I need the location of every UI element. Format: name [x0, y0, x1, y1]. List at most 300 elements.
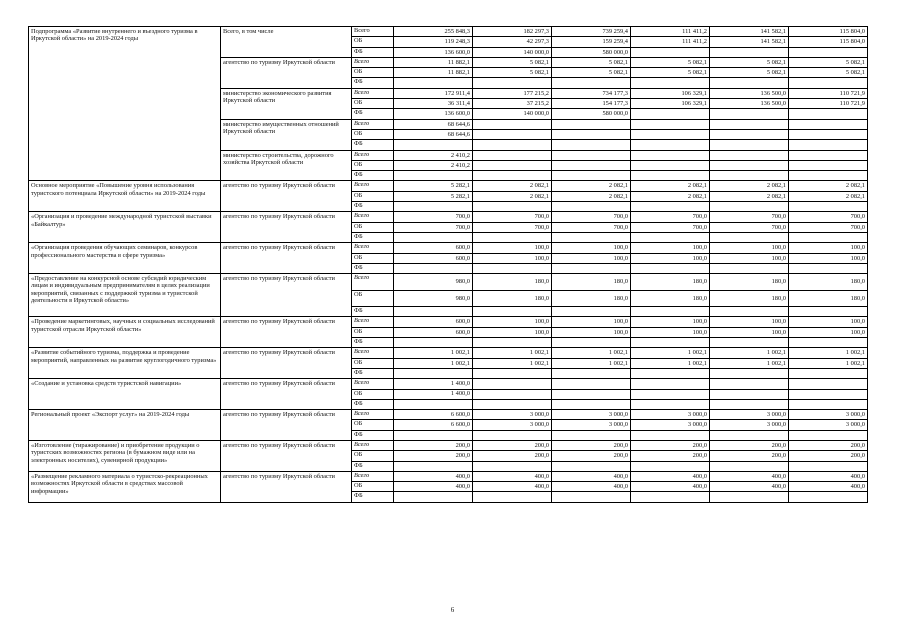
amount-cell — [789, 109, 868, 119]
table-row — [29, 348, 868, 358]
amount-cell: 1 002,1 — [631, 348, 710, 358]
responsible-executor: агентство по туризму Иркутской области — [221, 410, 352, 441]
amount-cell: 100,0 — [631, 317, 710, 327]
amount-cell: 111 411,2 — [631, 27, 710, 37]
amount-cell: 700,0 — [710, 222, 789, 232]
amount-cell: 119 248,3 — [394, 37, 473, 47]
funding-source: Всего — [352, 27, 394, 37]
amount-cell — [394, 232, 473, 242]
funding-source: ФБ — [352, 232, 394, 242]
program-name: Подпрограмма «Развитие внутреннего и въездного туризма в Иркутской области» на 2019-2024 годы — [29, 27, 221, 181]
program-name: Основное мероприятие «Повышение уровня использования туристского потенциала Иркутской области» на 2019-2024 годы — [29, 181, 221, 212]
amount-cell — [710, 232, 789, 242]
program-name: «Развитие событийного туризма, поддержка и проведение мероприятий, направленных на развитие круглогодичного туризма» — [29, 348, 221, 379]
amount-cell: 177 215,2 — [473, 88, 552, 98]
amount-cell — [631, 160, 710, 170]
responsible-executor: агентство по туризму Иркутской области — [221, 471, 352, 502]
amount-cell: 200,0 — [394, 440, 473, 450]
amount-cell: 5 082,1 — [631, 57, 710, 67]
amount-cell: 2 082,1 — [710, 181, 789, 191]
amount-cell: 100,0 — [789, 253, 868, 263]
funding-source: ОБ — [352, 290, 394, 307]
funding-source: ФБ — [352, 307, 394, 317]
amount-cell: 100,0 — [473, 317, 552, 327]
amount-cell: 100,0 — [473, 327, 552, 337]
amount-cell — [552, 232, 631, 242]
amount-cell: 5 082,1 — [789, 68, 868, 78]
responsible-executor: агентство по туризму Иркутской области — [221, 317, 352, 348]
amount-cell — [552, 129, 631, 139]
amount-cell: 100,0 — [789, 317, 868, 327]
amount-cell — [789, 119, 868, 129]
amount-cell: 100,0 — [552, 317, 631, 327]
amount-cell — [631, 171, 710, 181]
amount-cell: 700,0 — [710, 212, 789, 222]
amount-cell — [789, 171, 868, 181]
responsible-executor: агентство по туризму Иркутской области — [221, 379, 352, 410]
table-row — [29, 410, 868, 420]
program-name: «Размещение рекламного материала о туристско-рекреационных возможностях Иркутской области в средствах массовой информации» — [29, 471, 221, 502]
amount-cell — [552, 492, 631, 502]
amount-cell: 5 082,1 — [552, 57, 631, 67]
amount-cell: 180,0 — [552, 290, 631, 307]
amount-cell: 700,0 — [631, 212, 710, 222]
responsible-executor: агентство по туризму Иркутской области — [221, 212, 352, 243]
amount-cell — [710, 399, 789, 409]
amount-cell — [710, 129, 789, 139]
funding-source: ОБ — [352, 358, 394, 368]
funding-source: ОБ — [352, 420, 394, 430]
amount-cell — [631, 492, 710, 502]
amount-cell: 11 882,1 — [394, 68, 473, 78]
amount-cell — [394, 263, 473, 273]
amount-cell: 1 002,1 — [710, 348, 789, 358]
amount-cell — [473, 389, 552, 399]
amount-cell: 68 644,6 — [394, 129, 473, 139]
funding-source: Всего — [352, 317, 394, 327]
funding-source: ФБ — [352, 140, 394, 150]
amount-cell — [394, 78, 473, 88]
amount-cell: 180,0 — [789, 274, 868, 291]
amount-cell — [473, 119, 552, 129]
amount-cell: 115 804,0 — [789, 27, 868, 37]
responsible-executor: министерство имущественных отношений Иркутской области — [221, 119, 352, 150]
table-row — [29, 317, 868, 327]
amount-cell: 100,0 — [710, 253, 789, 263]
amount-cell — [631, 389, 710, 399]
amount-cell: 5 082,1 — [552, 68, 631, 78]
table-row — [29, 471, 868, 481]
amount-cell: 1 002,1 — [552, 358, 631, 368]
amount-cell: 110 721,9 — [789, 99, 868, 109]
responsible-executor: Всего, в том числе — [221, 27, 352, 58]
amount-cell: 140 000,0 — [473, 47, 552, 57]
amount-cell: 200,0 — [552, 451, 631, 461]
amount-cell: 180,0 — [473, 290, 552, 307]
amount-cell — [552, 202, 631, 212]
amount-cell — [789, 368, 868, 378]
funding-source: Всего — [352, 181, 394, 191]
amount-cell — [789, 399, 868, 409]
table-row — [29, 27, 868, 37]
amount-cell: 400,0 — [710, 482, 789, 492]
amount-cell — [789, 430, 868, 440]
amount-cell: 36 311,4 — [394, 99, 473, 109]
amount-cell — [473, 202, 552, 212]
funding-source: ФБ — [352, 399, 394, 409]
amount-cell: 2 410,2 — [394, 150, 473, 160]
responsible-executor: министерство экономического развития Иркутской области — [221, 88, 352, 119]
amount-cell — [394, 140, 473, 150]
funding-source: ОБ — [352, 99, 394, 109]
amount-cell — [631, 119, 710, 129]
amount-cell: 5 282,1 — [394, 191, 473, 201]
amount-cell: 3 000,0 — [789, 410, 868, 420]
amount-cell — [552, 171, 631, 181]
amount-cell — [631, 307, 710, 317]
program-name: «Проведение маркетинговых, научных и социальных исследований туристской отрасли Иркутской области» — [29, 317, 221, 348]
amount-cell — [710, 47, 789, 57]
amount-cell: 700,0 — [789, 212, 868, 222]
amount-cell — [789, 129, 868, 139]
amount-cell — [394, 430, 473, 440]
amount-cell: 200,0 — [552, 440, 631, 450]
funding-source: Всего — [352, 274, 394, 291]
amount-cell — [552, 430, 631, 440]
amount-cell: 1 002,1 — [473, 348, 552, 358]
amount-cell — [789, 150, 868, 160]
responsible-executor: агентство по туризму Иркутской области — [221, 274, 352, 317]
amount-cell — [473, 140, 552, 150]
amount-cell — [631, 368, 710, 378]
amount-cell — [789, 307, 868, 317]
amount-cell — [789, 379, 868, 389]
amount-cell: 400,0 — [552, 482, 631, 492]
amount-cell: 3 000,0 — [473, 420, 552, 430]
amount-cell — [631, 379, 710, 389]
amount-cell — [710, 368, 789, 378]
amount-cell: 980,0 — [394, 290, 473, 307]
amount-cell: 37 215,2 — [473, 99, 552, 109]
amount-cell — [394, 202, 473, 212]
amount-cell: 700,0 — [552, 222, 631, 232]
responsible-executor: агентство по туризму Иркутской области — [221, 181, 352, 212]
amount-cell — [789, 263, 868, 273]
funding-source: Всего — [352, 379, 394, 389]
amount-cell — [789, 461, 868, 471]
amount-cell: 100,0 — [473, 253, 552, 263]
amount-cell — [473, 232, 552, 242]
amount-cell — [394, 307, 473, 317]
amount-cell — [631, 263, 710, 273]
program-name: «Организация и проведение международной туристской выставки «Байкалтур» — [29, 212, 221, 243]
amount-cell: 68 644,6 — [394, 119, 473, 129]
table-row — [29, 274, 868, 291]
amount-cell — [710, 140, 789, 150]
amount-cell — [710, 307, 789, 317]
amount-cell: 1 002,1 — [789, 358, 868, 368]
amount-cell: 200,0 — [473, 440, 552, 450]
amount-cell: 1 002,1 — [710, 358, 789, 368]
amount-cell: 400,0 — [789, 471, 868, 481]
amount-cell — [552, 389, 631, 399]
funding-source: ОБ — [352, 389, 394, 399]
amount-cell: 100,0 — [631, 253, 710, 263]
amount-cell: 200,0 — [789, 440, 868, 450]
funding-source: ФБ — [352, 109, 394, 119]
amount-cell: 980,0 — [394, 274, 473, 291]
amount-cell: 115 804,0 — [789, 37, 868, 47]
amount-cell: 5 082,1 — [473, 68, 552, 78]
amount-cell — [631, 338, 710, 348]
amount-cell: 400,0 — [631, 482, 710, 492]
amount-cell — [710, 492, 789, 502]
amount-cell: 3 000,0 — [710, 410, 789, 420]
amount-cell: 11 882,1 — [394, 57, 473, 67]
amount-cell: 106 329,1 — [631, 99, 710, 109]
funding-source: ОБ — [352, 129, 394, 139]
amount-cell: 400,0 — [473, 482, 552, 492]
amount-cell — [631, 461, 710, 471]
amount-cell: 2 082,1 — [552, 191, 631, 201]
amount-cell: 700,0 — [473, 212, 552, 222]
amount-cell — [710, 150, 789, 160]
funding-source: ОБ — [352, 191, 394, 201]
amount-cell: 1 002,1 — [473, 358, 552, 368]
amount-cell: 1 400,0 — [394, 379, 473, 389]
amount-cell: 1 002,1 — [394, 358, 473, 368]
amount-cell — [552, 379, 631, 389]
amount-cell: 200,0 — [394, 451, 473, 461]
funding-source: Всего — [352, 348, 394, 358]
amount-cell: 100,0 — [710, 317, 789, 327]
amount-cell — [473, 368, 552, 378]
funding-source: ФБ — [352, 171, 394, 181]
amount-cell — [631, 129, 710, 139]
program-name: «Организация проведения обучающих семинаров, конкурсов профессионального мастерства в сфере туризма» — [29, 243, 221, 274]
amount-cell — [552, 399, 631, 409]
funding-source: Всего — [352, 471, 394, 481]
amount-cell: 182 297,3 — [473, 27, 552, 37]
funding-source: Всего — [352, 88, 394, 98]
amount-cell — [631, 430, 710, 440]
amount-cell — [552, 307, 631, 317]
funding-source: Всего — [352, 243, 394, 253]
responsible-executor: агентство по туризму Иркутской области — [221, 440, 352, 471]
amount-cell: 400,0 — [394, 482, 473, 492]
amount-cell: 100,0 — [789, 327, 868, 337]
amount-cell — [710, 430, 789, 440]
funding-source: ОБ — [352, 482, 394, 492]
amount-cell: 700,0 — [552, 212, 631, 222]
funding-source: Всего — [352, 57, 394, 67]
amount-cell: 1 400,0 — [394, 389, 473, 399]
amount-cell — [552, 368, 631, 378]
funding-source: ФБ — [352, 78, 394, 88]
amount-cell — [789, 140, 868, 150]
amount-cell — [394, 399, 473, 409]
amount-cell: 106 329,1 — [631, 88, 710, 98]
amount-cell: 136 500,0 — [710, 88, 789, 98]
amount-cell: 200,0 — [710, 440, 789, 450]
amount-cell: 600,0 — [394, 327, 473, 337]
funding-source: ФБ — [352, 263, 394, 273]
amount-cell: 180,0 — [552, 274, 631, 291]
amount-cell — [473, 430, 552, 440]
amount-cell — [473, 129, 552, 139]
amount-cell — [631, 202, 710, 212]
amount-cell — [552, 263, 631, 273]
responsible-executor: агентство по туризму Иркутской области — [221, 243, 352, 274]
amount-cell: 180,0 — [789, 290, 868, 307]
program-name: «Предоставление на конкурсной основе субсидий юридическим лицам и индивидуальным предпринимателям в целях реализации мероприятий, связанных с поддержкой туризма и туристской деятельности в Иркутской области» — [29, 274, 221, 317]
amount-cell: 700,0 — [789, 222, 868, 232]
amount-cell: 700,0 — [394, 222, 473, 232]
amount-cell: 1 002,1 — [789, 348, 868, 358]
amount-cell: 200,0 — [631, 440, 710, 450]
amount-cell — [473, 399, 552, 409]
amount-cell — [710, 461, 789, 471]
funding-source: ОБ — [352, 37, 394, 47]
amount-cell: 110 721,9 — [789, 88, 868, 98]
amount-cell: 2 082,1 — [473, 181, 552, 191]
amount-cell: 100,0 — [631, 243, 710, 253]
amount-cell: 600,0 — [394, 317, 473, 327]
funding-source: ФБ — [352, 430, 394, 440]
amount-cell: 3 000,0 — [552, 420, 631, 430]
amount-cell: 5 082,1 — [631, 68, 710, 78]
amount-cell — [473, 171, 552, 181]
amount-cell: 400,0 — [789, 482, 868, 492]
amount-cell: 200,0 — [631, 451, 710, 461]
funding-source: ОБ — [352, 222, 394, 232]
amount-cell: 180,0 — [631, 290, 710, 307]
amount-cell: 154 177,3 — [552, 99, 631, 109]
amount-cell: 180,0 — [710, 290, 789, 307]
funding-source: ФБ — [352, 461, 394, 471]
amount-cell — [552, 119, 631, 129]
amount-cell — [710, 119, 789, 129]
amount-cell: 159 259,4 — [552, 37, 631, 47]
amount-cell: 136 600,0 — [394, 109, 473, 119]
amount-cell — [789, 78, 868, 88]
amount-cell — [789, 47, 868, 57]
amount-cell — [552, 140, 631, 150]
amount-cell: 2 410,2 — [394, 160, 473, 170]
program-name: «Создание и установка средств туристской навигации» — [29, 379, 221, 410]
amount-cell: 400,0 — [552, 471, 631, 481]
amount-cell: 100,0 — [789, 243, 868, 253]
amount-cell — [789, 232, 868, 242]
page-number: 6 — [450, 606, 455, 614]
amount-cell — [631, 47, 710, 57]
amount-cell: 42 297,3 — [473, 37, 552, 47]
amount-cell: 734 177,3 — [552, 88, 631, 98]
amount-cell: 5 082,1 — [710, 57, 789, 67]
amount-cell — [631, 78, 710, 88]
amount-cell: 600,0 — [394, 253, 473, 263]
amount-cell: 3 000,0 — [789, 420, 868, 430]
amount-cell: 580 000,0 — [552, 109, 631, 119]
amount-cell: 3 000,0 — [473, 410, 552, 420]
program-name: Региональный проект «Экспорт услуг» на 2019-2024 годы — [29, 410, 221, 441]
amount-cell: 5 082,1 — [710, 68, 789, 78]
amount-cell — [631, 399, 710, 409]
amount-cell: 3 000,0 — [631, 410, 710, 420]
program-name: «Изготовление (тиражирование) и приобретение продукции о туристских возможностях региона (в бумажном виде или на электронных носителях), сувенирной продукции» — [29, 440, 221, 471]
amount-cell: 180,0 — [710, 274, 789, 291]
amount-cell — [710, 160, 789, 170]
amount-cell: 5 082,1 — [789, 57, 868, 67]
table-row — [29, 243, 868, 253]
budget-table — [28, 26, 868, 503]
amount-cell: 700,0 — [394, 212, 473, 222]
amount-cell: 580 000,0 — [552, 47, 631, 57]
amount-cell — [473, 160, 552, 170]
amount-cell: 255 848,3 — [394, 27, 473, 37]
funding-source: ОБ — [352, 68, 394, 78]
amount-cell: 140 000,0 — [473, 109, 552, 119]
amount-cell: 180,0 — [473, 274, 552, 291]
amount-cell: 3 000,0 — [710, 420, 789, 430]
amount-cell: 600,0 — [394, 243, 473, 253]
amount-cell — [473, 461, 552, 471]
amount-cell: 200,0 — [473, 451, 552, 461]
amount-cell — [473, 379, 552, 389]
amount-cell: 136 500,0 — [710, 99, 789, 109]
table-body — [29, 27, 868, 503]
funding-source: Всего — [352, 440, 394, 450]
funding-source: Всего — [352, 150, 394, 160]
amount-cell: 400,0 — [631, 471, 710, 481]
table-row — [29, 440, 868, 450]
amount-cell — [394, 171, 473, 181]
amount-cell — [789, 492, 868, 502]
amount-cell — [710, 78, 789, 88]
amount-cell: 2 082,1 — [710, 191, 789, 201]
amount-cell — [631, 150, 710, 160]
amount-cell — [631, 232, 710, 242]
amount-cell: 100,0 — [473, 243, 552, 253]
amount-cell: 6 600,0 — [394, 410, 473, 420]
amount-cell: 100,0 — [552, 243, 631, 253]
amount-cell: 200,0 — [710, 451, 789, 461]
amount-cell: 700,0 — [473, 222, 552, 232]
amount-cell: 2 082,1 — [789, 181, 868, 191]
amount-cell: 100,0 — [552, 327, 631, 337]
amount-cell — [710, 389, 789, 399]
amount-cell: 111 411,2 — [631, 37, 710, 47]
amount-cell — [473, 338, 552, 348]
amount-cell: 2 082,1 — [473, 191, 552, 201]
amount-cell: 180,0 — [631, 274, 710, 291]
amount-cell: 400,0 — [394, 471, 473, 481]
amount-cell: 100,0 — [710, 243, 789, 253]
amount-cell: 1 002,1 — [394, 348, 473, 358]
funding-source: Всего — [352, 119, 394, 129]
funding-source: ФБ — [352, 368, 394, 378]
amount-cell: 2 082,1 — [631, 191, 710, 201]
amount-cell: 700,0 — [631, 222, 710, 232]
amount-cell — [552, 78, 631, 88]
responsible-executor: агентство по туризму Иркутской области — [221, 348, 352, 379]
amount-cell: 3 000,0 — [631, 420, 710, 430]
amount-cell: 1 002,1 — [631, 358, 710, 368]
amount-cell — [473, 263, 552, 273]
amount-cell — [552, 150, 631, 160]
amount-cell: 2 082,1 — [631, 181, 710, 191]
amount-cell: 200,0 — [789, 451, 868, 461]
